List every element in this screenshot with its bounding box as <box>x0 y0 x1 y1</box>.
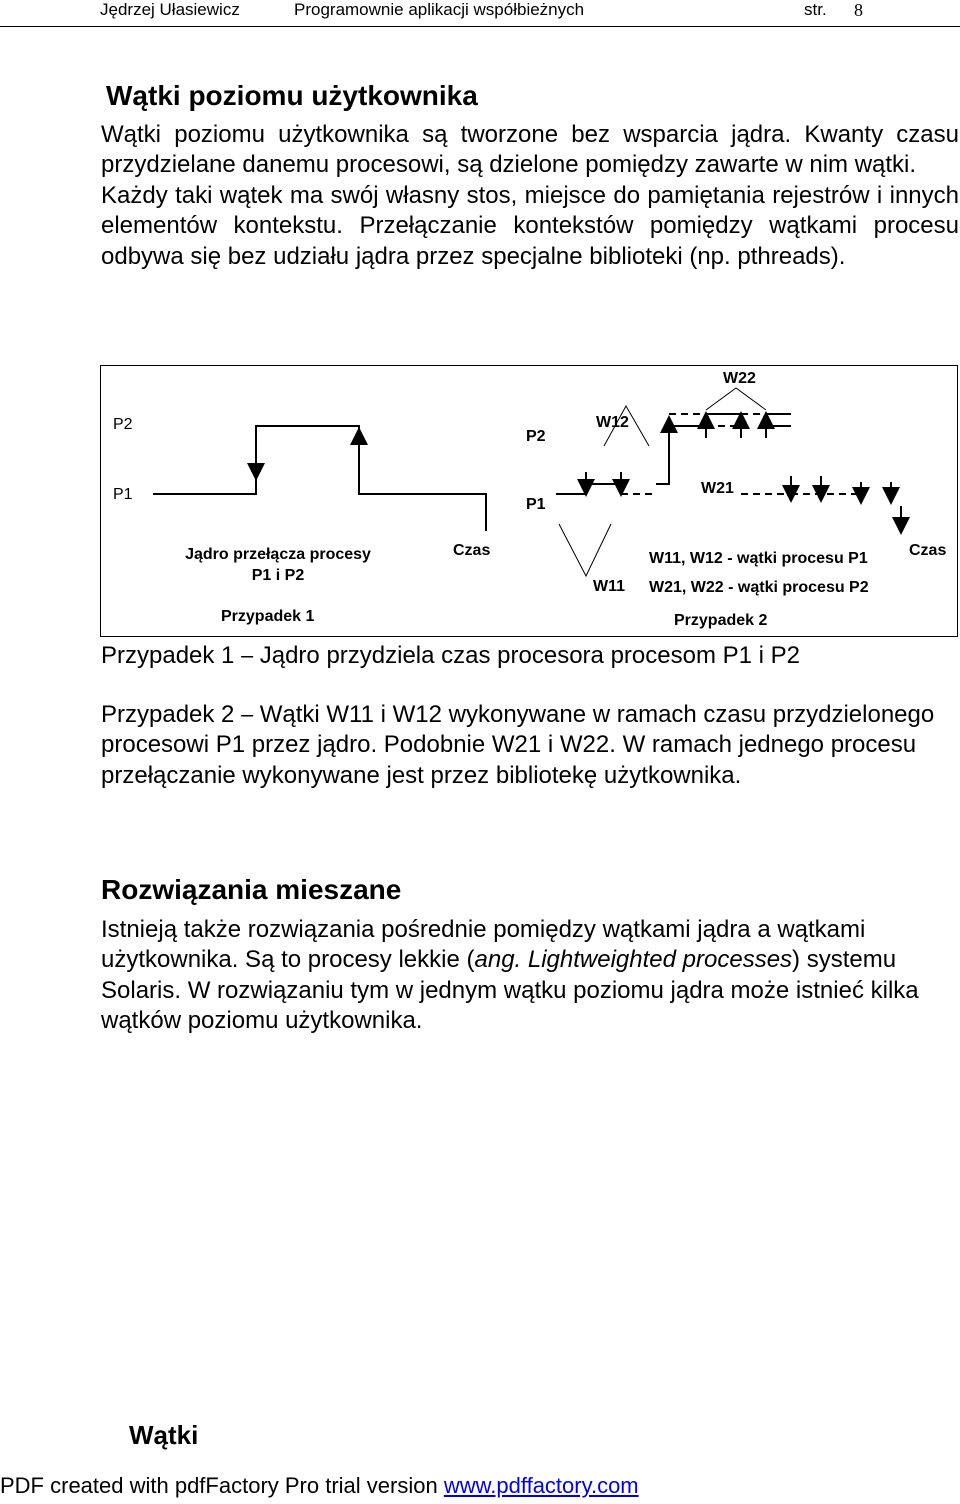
case2-label-p1: P1 <box>526 496 546 513</box>
case1-schedule-line <box>153 426 486 531</box>
page-header <box>0 0 960 27</box>
case2-label-time: Czas <box>909 542 947 559</box>
footer-running-title: Wątki <box>129 1420 199 1450</box>
header-page-label: str. <box>804 0 827 19</box>
paragraph-case2-explanation: Przypadek 2 ⎯ Wątki W11 i W12 wykonywane w ramach czasu przydzielonego procesowi P1 przez jądro. Podobnie W21 i W22. W ramach jednego procesu przełączanie wykonywane jest przez bibliotekę użytkownika. <box>101 701 935 789</box>
case2-w11-bracket <box>559 524 611 576</box>
case2-legend-line1: W11, W12 - wątki procesu P1 <box>649 550 868 567</box>
thread-scheduling-diagram <box>100 365 958 637</box>
case1-label-p2: P2 <box>113 416 133 433</box>
case2-label-w12: W12 <box>596 414 629 431</box>
case1-label-time: Czas <box>453 542 491 559</box>
case1-caption-line2: P1 i P2 <box>251 567 305 584</box>
case2-label-w21: W21 <box>701 480 734 497</box>
section-title-mixed-solutions: Rozwiązania mieszane <box>101 874 402 905</box>
case1-case-label: Przypadek 1 <box>221 608 315 625</box>
case1-caption-line1: Jądro przełącza procesy <box>185 546 371 563</box>
mixed-text-after: ) systemu Solaris. W rozwiązaniu tym w jednym wątku poziomu jądra może istnieć kilka wątków poziomu użytkownika. <box>101 946 919 1035</box>
section-title-user-threads: Wątki poziomu użytkownika <box>106 80 478 111</box>
footer-pdf-text: PDF created with pdfFactory Pro trial version <box>0 1473 444 1498</box>
footer-pdf-notice <box>0 1473 639 1499</box>
case1-label-p1: P1 <box>113 486 133 503</box>
mixed-text-before: Istnieją także rozwiązania pośrednie pomiędzy wątkami jądra a wątkami użytkownika. Są to procesy lekkie ( <box>101 916 866 974</box>
paragraph-mixed-solutions <box>101 915 959 1037</box>
case2-thread-lines <box>556 414 791 494</box>
header-course-title: Programownie aplikacji współbieżnych <box>294 0 585 19</box>
case2-case-label: Przypadek 2 <box>674 612 768 629</box>
paragraph-user-threads-intro: Wątki poziomu użytkownika są tworzone bez wsparcia jądra. Kwanty czasu przydzielane danemu procesowi, są dzielone pomiędzy zawarte w nim wątki. <box>101 121 959 179</box>
case2-legend-line2: W21, W22 - wątki procesu P2 <box>649 579 869 596</box>
header-page-number: 8 <box>854 0 863 20</box>
case2-label-w22: W22 <box>723 370 756 387</box>
case2-label-w11: W11 <box>593 578 626 595</box>
paragraph-case1-explanation: Przypadek 1 ⎯ Jądro przydziela czas procesora procesom P1 i P2 <box>101 642 800 669</box>
paragraph-user-threads-context: Każdy taki wątek ma swój własny stos, miejsce do pamiętania rejestrów i innych elementów kontekstu. Przełączanie kontekstów pomiędzy wątkami procesu odbywa się bez udziału jądra przez specjalne biblioteki (np. pthreads). <box>101 182 959 270</box>
header-author: Jędrzej Ułasiewicz <box>100 0 240 19</box>
mixed-text-italic: ang. Lightweighted processes <box>474 946 793 974</box>
case2-label-p2: P2 <box>526 428 546 445</box>
case2-w22-bracket <box>706 388 766 410</box>
footer-pdf-link[interactable]: www.pdffactory.com <box>443 1473 639 1498</box>
